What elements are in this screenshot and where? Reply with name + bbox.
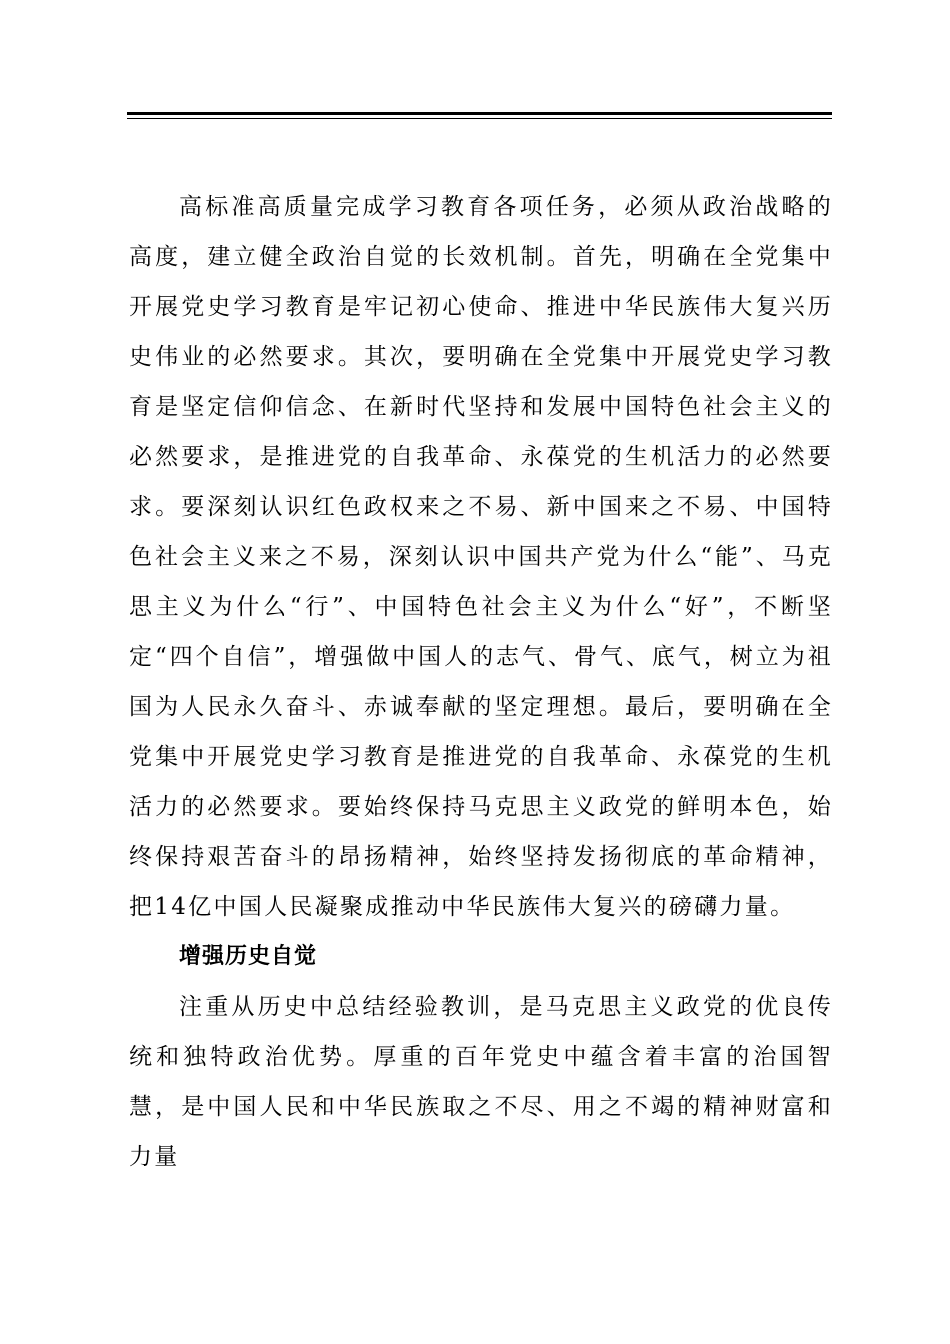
- section-heading: 增强历史自觉: [179, 944, 318, 969]
- document-body: [129, 182, 833, 1182]
- paragraph-2: 注重从历史中总结经验教训，是马克思主义政党的优良传统和独特政治优势。厚重的百年党史中蕴含着丰富的治国智慧，是中国人民和中华民族取之不尽、用之不竭的精神财富和力量: [129, 994, 833, 1170]
- header-double-rule: [127, 112, 832, 119]
- paragraph-1: 高标准高质量完成学习教育各项任务，必须从政治战略的高度，建立健全政治自觉的长效机制。首先，明确在全党集中开展党史学习教育是牢记初心使命、推进中华民族伟大复兴历史伟业的必然要求。其次，要明确在全党集中开展党史学习教育是坚定信仰信念、在新时代坚持和发展中国特色社会主义的必然要求，是推进党的自我革命、永葆党的生机活力的必然要求。要深刻认识红色政权来之不易、新中国来之不易、中国特色社会主义来之不易，深刻认识中国共产党为什么“能”、马克思主义为什么“行”、中国特色社会主义为什么“好”，不断坚定“四个自信”，增强做中国人的志气、骨气、底气，树立为祖国为人民永久奋斗、赤诚奉献的坚定理想。最后，要明确在全党集中开展党史学习教育是推进党的自我革命、永葆党的生机活力的必然要求。要始终保持马克思主义政党的鲜明本色，始终保持艰苦奋斗的昂扬精神，始终坚持发扬彻底的革命精神，把14亿中国人民凝聚成推动中华民族伟大复兴的磅礴力量。: [129, 194, 833, 920]
